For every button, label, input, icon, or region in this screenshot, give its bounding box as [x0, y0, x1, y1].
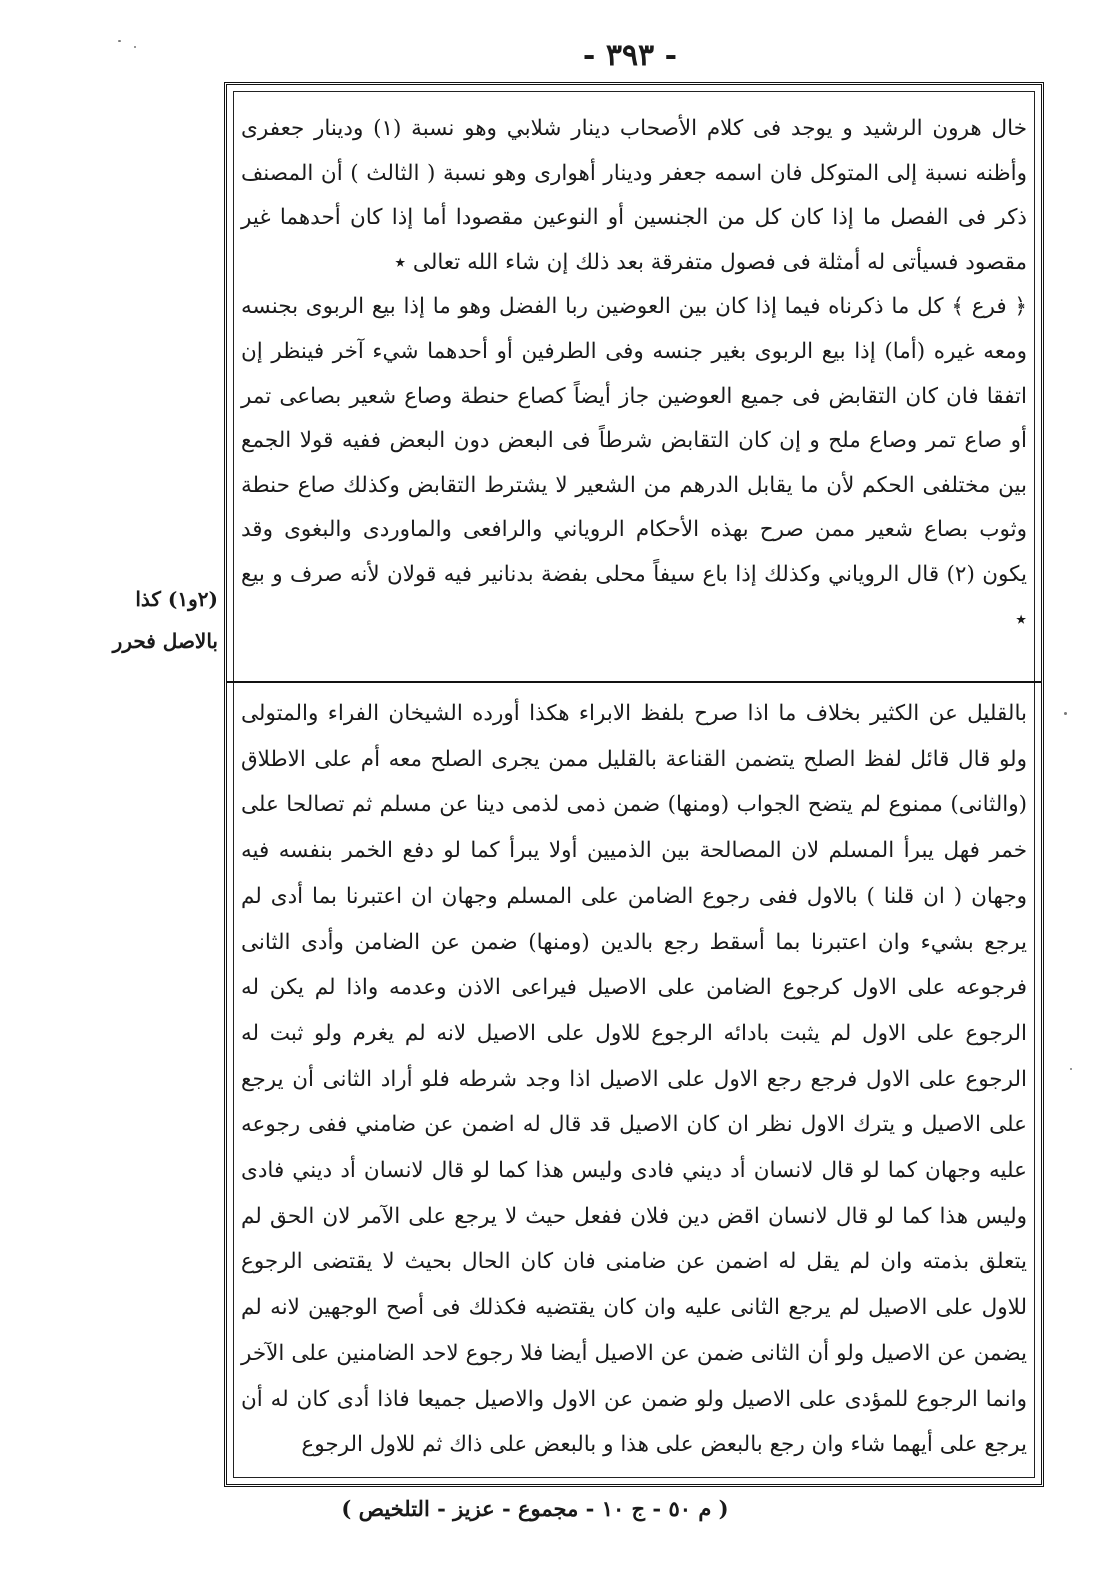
footer-signature: ( م ٥٠ - ج ١٠ - مجموع - عزيز - التلخيص ) — [341, 1496, 729, 1521]
section-divider — [227, 681, 1041, 683]
bottom-paragraph: بالقليل عن الكثير بخلاف ما اذا صرح بلفظ الابراء هكذا أورده الشيخان الفراء والمتولى ولو قال قائل لفظ الصلح يتضمن القناعة بالقليل ممن يجرى الصلح معه أم على الاطلاق (والثانى) ممنوع لم يتضح الجواب (ومنها) ضمن ذمى لذمى دينا عن مسلم ثم تصالحا على خمر فهل يبرأ المسلم لان المصالحة بين الذميين أولا يبرأ كما لو دفع الخمر بنفسه فيه وجهان ( ان قلنا ) بالاول ففى رجوع الضامن على المسلم وجهان ان اعتبرنا بما أدى لم يرجع بشيء وان اعتبرنا بما أسقط رجع بالدين (ومنها) ضمن عن الضامن وأدى الثانى فرجوعه على الاول كرجوع الضامن على الاصيل فيراعى الاذن وعدمه واذا لم يكن له الرجوع على الاول لم يثبت بادائه الرجوع للاول على الاصيل لانه لم يغرم ولو ثبت له الرجوع على الاول فرجع رجع الاول على الاصيل اذا وجد شرطه فلو أراد الثانى أن يرجع على الاصيل و يترك الاول نظر ان كان الاصيل قد قال له اضمن عن ضامني ففى رجوعه عليه وجهان كما لو قال لانسان أد ديني فادى وليس هذا كما لو قال لانسان أد ديني فادى وليس هذا كما لو قال لانسان اقض دين فلان ففعل حيث لا يرجع على الآمر لان الحق لم يتعلق بذمته وان لم يقل له اضمن عن ضامنى فان كان الحال بحيث لا يقتضى الرجوع للاول على الاصيل لم يرجع الثانى عليه وان كان يقتضيه فكذلك فى أصح الوجهين لانه لم يضمن عن الاصيل ولو أن الثانى ضمن عن الاصيل أيضا فلا رجوع لاحد الضامنين على الآخر وانما الرجوع للمؤدى على الاصيل ولو ضمن عن الاول والاصيل جميعا فاذا أدى كان له أن يرجع على أيهما شاء وان رجع بالبعض على هذا و بالبعض على ذاك ثم للاول الرجوع — [241, 701, 1027, 1458]
margin-note — [100, 578, 218, 662]
margin-note-line: بالاصل فحرر — [112, 629, 218, 653]
margin-note-line: (٢و١) كذا — [135, 587, 218, 611]
scan-speck — [134, 46, 136, 48]
scan-speck — [1064, 712, 1067, 715]
top-text-section — [241, 107, 1027, 667]
top-paragraph: ﴿ فرع ﴾ كل ما ذكرناه فيما إذا كان بين العوضين ربا الفضل وهو ما إذا بيع الربوى بجنسه ومعه غيره (أما) إذا بيع الربوى بغير جنسه وفى الطرفين أو أحدهما شيء آخر فينظر إن اتفقا فان كان التقابض فى جميع العوضين جاز أيضاً كصاع حنطة وصاع شعير بصاعى تمر أو صاع تمر وصاع ملح و إن كان التقابض شرطاً فى البعض دون البعض ففيه قولا الجمع بين مختلفى الحكم لأن ما يقابل الدرهم من الشعير لا يشترط التقابض وكذلك صاع حنطة وثوب بصاع شعير ممن صرح بهذه الأحكام الروياني والرافعى والماوردى والبغوى وقد يكون (٢) قال الروياني وكذلك إذا باع سيفاً محلى بفضة بدنانير فيه قولان لأنه صرف و بيع ٭ — [241, 294, 1027, 632]
top-paragraph: خال هرون الرشيد و يوجد فى كلام الأصحاب دينار شلابي وهو نسبة (١) ودينار جعفرى وأظنه نسبة إلى المتوكل فان اسمه جعفر ودينار أهوارى وهو نسبة ( الثالث ) أن المصنف ذكر فى الفصل ما إذا كان كل من الجنسين أو النوعين مقصودا أما إذا كان أحدهما غير مقصود فسيأتى له أمثلة فى فصول متفرقة بعد ذلك إن شاء الله تعالى ٭ — [241, 116, 1027, 275]
scan-speck — [1070, 1068, 1072, 1070]
bottom-text-section — [241, 691, 1027, 1471]
scan-speck — [118, 40, 121, 42]
page-number: - ٣٩٣ - — [582, 38, 678, 73]
text-frame — [224, 82, 1044, 1487]
